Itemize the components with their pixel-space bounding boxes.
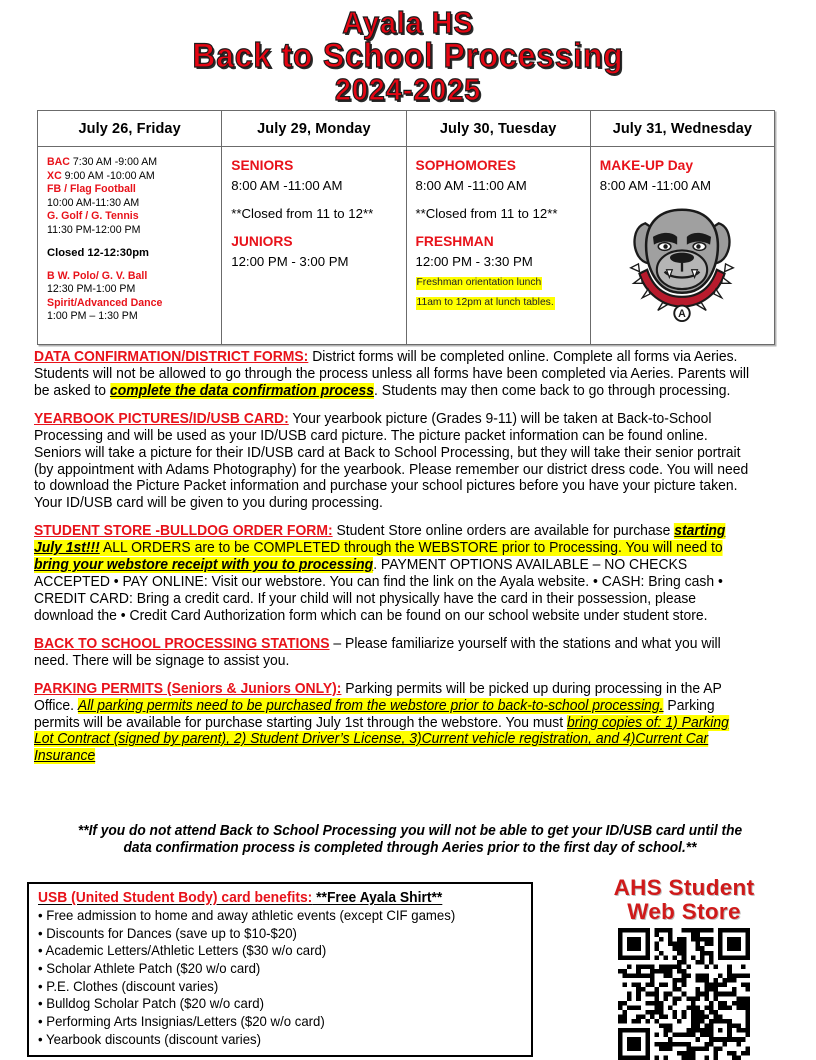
friday-polo-vball-label: B W. Polo/ G. V. Ball (47, 269, 148, 282)
usb-benefits-title (38, 890, 507, 906)
monday-closed-note: **Closed from 11 to 12** (231, 206, 374, 222)
data-confirmation-highlight: complete the data confirmation process (109, 382, 375, 399)
usb-benefits-title-red: USB (United Student Body) card benefits: (38, 890, 313, 906)
friday-closed-note: Closed 12-12:30pm (47, 247, 149, 260)
page-title (0, 0, 816, 105)
data-confirmation-text-b: . Students may then come back to go through processing. (374, 382, 731, 399)
section-data-confirmation (34, 349, 784, 400)
friday-polo-vball-time: 12:30 PM-1:00 PM (47, 283, 136, 296)
list-item: • Academic Letters/Athletic Letters ($30 w/o card) (38, 943, 327, 959)
schedule-table (37, 110, 775, 345)
friday-entry-bac (47, 156, 212, 170)
bulldog-mascot-logo (623, 202, 741, 322)
tuesday-freshman-label: FRESHMAN (415, 234, 494, 250)
data-confirmation-text-a: District forms will be completed online. Complete all forms via Aeries. Students will not be allowed to go through the process unless all forms have been completed via Aeries. Parents will be asked to (34, 349, 750, 399)
qr-code-icon[interactable] (618, 928, 750, 1060)
section-parking-permits (34, 681, 784, 766)
stations-text: – Please familiarize yourself with the stations and what you will need. There will be signage to assist you. (34, 635, 721, 669)
spacer (231, 195, 396, 204)
student-store-highlight-july: starting July 1st!!! (34, 523, 726, 557)
column-header-monday: July 29, Monday (222, 111, 406, 147)
list-item: • Scholar Athlete Patch ($20 w/o card) (38, 961, 261, 977)
usb-benefits-title-black: **Free Ayala Shirt** (312, 890, 443, 906)
friday-bac-time: 7:30 AM -9:00 AM (69, 156, 158, 168)
monday-seniors-time: 8:00 AM -11:00 AM (231, 178, 343, 193)
wednesday-makeup-time: 8:00 AM -11:00 AM (599, 178, 711, 193)
list-item: • Bulldog Scholar Patch ($20 w/o card) (38, 996, 264, 1012)
usb-benefits-box (27, 882, 533, 1057)
parking-text-b: Parking permits will be available for purchase starting July 1st through the webstore. You must (34, 697, 715, 731)
friday-dance-time: 1:00 PM – 1:30 PM (47, 310, 138, 323)
spacer (416, 195, 581, 204)
parking-highlight-copies: bring copies of: 1) Parking Lot Contract (signed by parent), 2) Student Driver’s License, 3)Current vehicle registration, and 4)Current Car Insurance (34, 714, 729, 765)
column-header-wednesday: July 31, Wednesday (590, 111, 774, 147)
monday-juniors-label: JUNIORS (231, 234, 293, 250)
spacer (231, 223, 396, 232)
web-store-block (560, 876, 808, 1060)
section-heading-stations: BACK TO SCHOOL PROCESSING STATIONS (34, 635, 330, 652)
spacer (47, 237, 212, 246)
cell-tuesday-schedule (406, 147, 590, 345)
section-stations (34, 636, 784, 670)
tuesday-freshman-time: 12:00 PM - 3:30 PM (415, 254, 533, 270)
column-header-friday: July 26, Friday (38, 111, 222, 147)
parking-text-a: Parking permits will be picked up during processing in the AP Office. (34, 680, 722, 714)
friday-fb-label: FB / Flag Football (47, 183, 136, 196)
friday-golf-tennis-label: G. Golf / G. Tennis (47, 210, 139, 223)
friday-fb-time: 10:00 AM-11:30 AM (47, 196, 140, 209)
tuesday-orientation-note (416, 271, 581, 309)
section-student-store (34, 523, 784, 625)
title-line-year: 2024-2025 (334, 72, 482, 107)
web-store-title-line2: Web Store (627, 898, 741, 924)
svg-text:A: A (678, 308, 687, 321)
student-store-highlight-receipt: bring your webstore receipt with you to processing (34, 557, 374, 574)
student-store-text-b: ALL ORDERS are to be COMPLETED through the WEBSTORE prior to Processing. You will need to (99, 540, 723, 557)
friday-xc-label: XC (47, 169, 62, 182)
friday-dance-label: Spirit/Advanced Dance (47, 296, 163, 309)
column-header-tuesday: July 30, Tuesday (406, 111, 590, 147)
table-header-row (38, 111, 775, 147)
wednesday-makeup-label: MAKE-UP Day (599, 158, 694, 173)
friday-bac-label: BAC (47, 156, 70, 168)
table-row (38, 147, 775, 345)
cell-monday-schedule (222, 147, 406, 345)
section-yearbook (34, 411, 784, 513)
list-item: • P.E. Clothes (discount varies) (38, 978, 219, 994)
list-item: • Discounts for Dances (save up to $10-$20) (38, 925, 297, 941)
list-item: • Free admission to home and away athletic events (except CIF games) (38, 908, 456, 923)
section-heading-student-store: STUDENT STORE -BULLDOG ORDER FORM: (34, 523, 333, 540)
student-store-text-c: . PAYMENT OPTIONS AVAILABLE – NO CHECKS ACCEPTED • PAY ONLINE: Visit our webstore. You can find the link on the Ayala website. • CASH: Bring cash • CREDIT CARD: Bring a credit card. If your child will not physically have the card in their possession, please download the • Credit Card Authorization form which can be found on our school website under student store. (34, 557, 723, 624)
web-store-title-line1: AHS Student (613, 875, 755, 900)
friday-golf-tennis-time: 11:30 PM-12:00 PM (47, 223, 141, 236)
cell-friday-schedule (38, 147, 222, 345)
section-heading-yearbook: YEARBOOK PICTURES/ID/USB CARD: (34, 410, 289, 427)
section-heading-data-confirmation: DATA CONFIRMATION/DISTRICT FORMS: (34, 349, 309, 365)
tuesday-closed-note: **Closed from 11 to 12** (415, 206, 558, 222)
body-sections (34, 349, 784, 776)
attendance-warning-note: **If you do not attend Back to School Processing you will not be able to get your ID/USB card until the data confirmation process is completed through Aeries prior to the first day of school.** (77, 823, 743, 857)
tuesday-orientation-note-line1: Freshman orientation lunch (416, 277, 542, 289)
title-line-event: Back to School Processing (192, 37, 624, 75)
title-line-school: Ayala HS (342, 5, 474, 40)
parking-highlight-webstore: All parking permits need to be purchased from the webstore prior to back-to-school processing. (77, 697, 664, 714)
monday-juniors-time: 12:00 PM - 3:00 PM (231, 254, 349, 270)
monday-seniors-label: SENIORS (231, 158, 294, 173)
student-store-text-a: Student Store online orders are available for purchase (332, 523, 675, 540)
section-heading-parking: PARKING PERMITS (Seniors & Juniors ONLY): (34, 680, 342, 697)
tuesday-sophomores-label: SOPHOMORES (415, 158, 516, 173)
tuesday-sophomores-time: 8:00 AM -11:00 AM (415, 178, 527, 193)
spacer (47, 261, 212, 270)
friday-xc-time: 9:00 AM -10:00 AM (61, 169, 155, 182)
cell-wednesday-schedule (590, 147, 774, 345)
list-item: • Yearbook discounts (discount varies) (38, 1031, 262, 1047)
yearbook-text: Your yearbook picture (Grades 9-11) will be taken at Back-to-School Processing and will be used as your ID/USB card picture. The picture packet information can be found online. Seniors will take a picture for their ID/USB card at Back to School Processing, but they will take their senior portrait (by appointment with Adams Photography) for the yearbook. Please remember our district dress code. You will need to download the Picture Packet information and purchase your school pictures before you have your picture taken. Your ID/USB card will be given to you during processing. (34, 410, 749, 512)
friday-entry-xc (47, 170, 212, 184)
tuesday-orientation-note-line2: 11am to 12pm at lunch tables. (416, 296, 554, 308)
list-item: • Performing Arts Insignias/Letters ($20 w/o card) (38, 1014, 325, 1030)
schedule-table-container (37, 110, 775, 345)
spacer (416, 223, 581, 232)
